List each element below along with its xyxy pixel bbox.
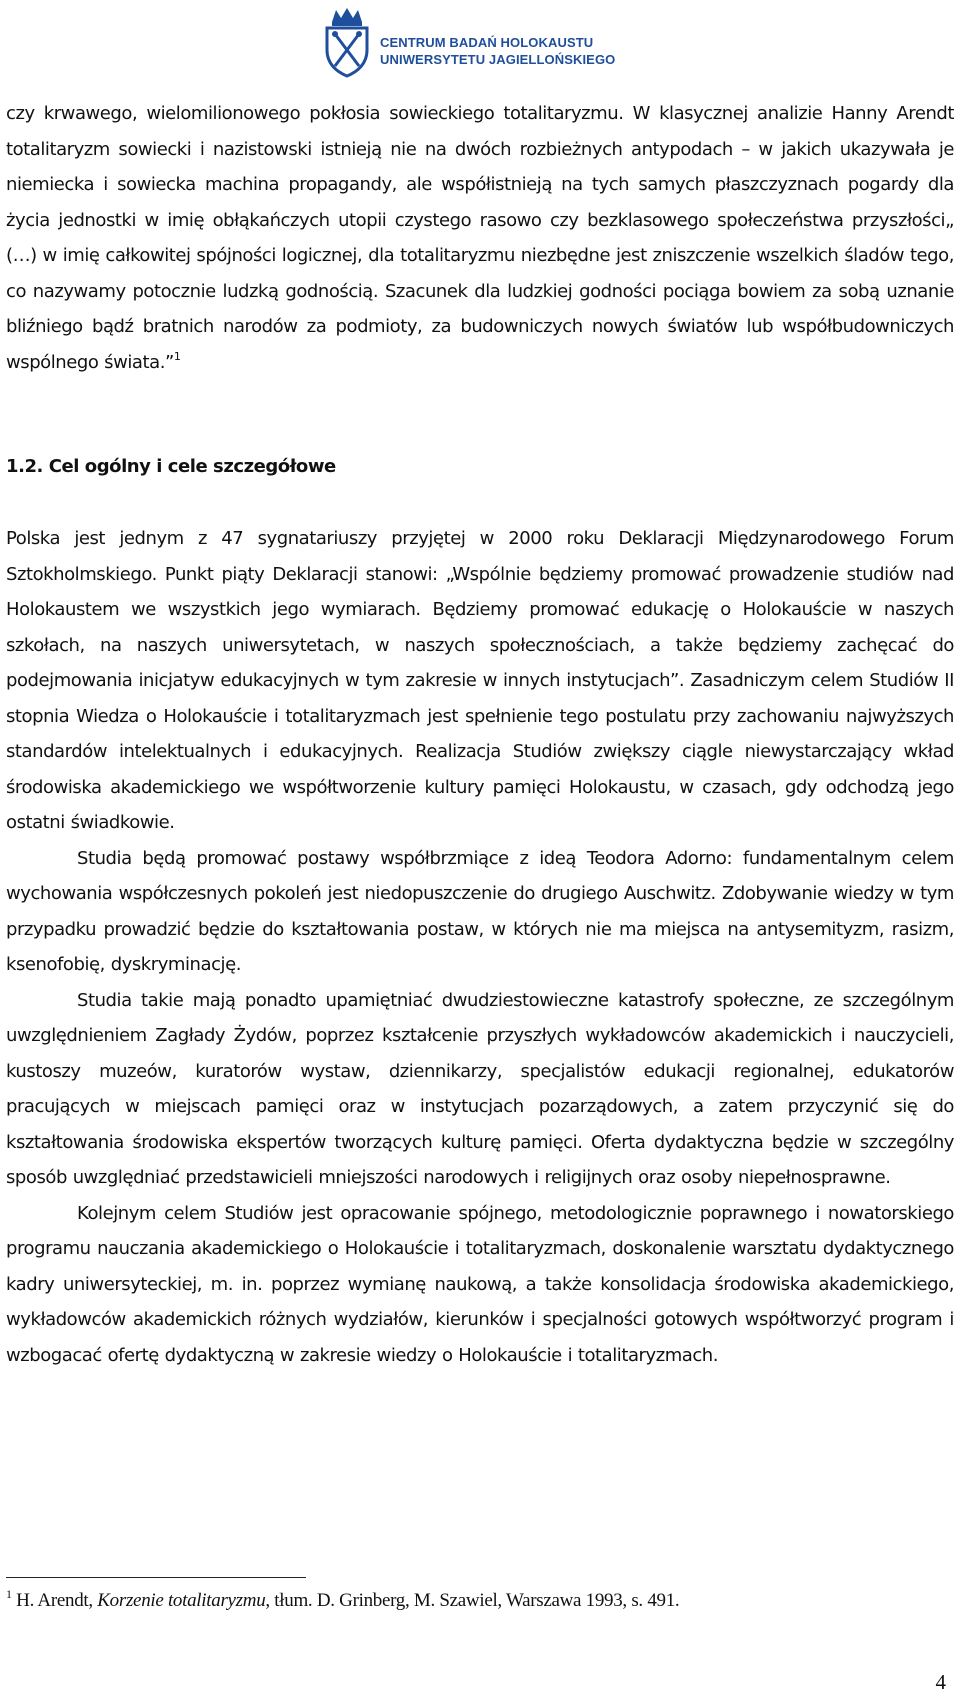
header-logo xyxy=(322,6,615,78)
section-paragraph-1: Polska jest jednym z 47 sygnatariuszy przyjętej w 2000 roku Deklaracji Międzynarodowego Forum Sztokholmskiego. Punkt piąty Deklaracji stanowi: „Wspólnie będziemy promować prowadzenie studiów nad Holokaustem we wszystkich jego wymiarach. Będziemy promować edukację o Holokauście w naszych szkołach, na naszych uniwersytetach, w naszych społecznościach, a także będziemy zachęcać do podejmowania inicjatyw edukacyjnych w tym zakresie w innych instytucjach”. Zasadniczym celem Studiów II stopnia Wiedza o Holokauście i totalitaryzmach jest spełnienie tego postulatu przy zachowaniu najwyższych standardów intelektualnych i edukacyjnych. Realizacja Studiów zwiększy ciągle niewystarczający wkład środowiska akademickiego we współtworzenie kultury pamięci Holokaustu, w czasach, gdy odchodzą jego ostatni świadkowie. xyxy=(6,528,954,833)
section-paragraph-3: Studia takie mają ponadto upamiętniać dwudziestowieczne katastrofy społeczne, ze szczególnym uwzględnieniem Zagłady Żydów, poprzez kształcenie przyszłych wykładowców akademickich i nauczycieli, kustoszy muzeów, kuratorów wystaw, dziennikarzy, specjalistów edukacji regionalnej, edukatorów pracujących w miejscach pamięci oraz w instytucjach pozarządowych, a zatem przyczynić się do kształtowania środowiska ekspertów tworzących kulturę pamięci. Oferta dydaktyczna będzie w szczególny sposób uwzględniać przedstawicieli mniejszości narodowych i religijnych oraz osoby niepełnosprawne. xyxy=(6,989,954,1188)
footnote-author: H. Arendt, xyxy=(16,1590,93,1611)
intro-paragraph xyxy=(6,96,954,380)
section-paragraph-4: Kolejnym celem Studiów jest opracowanie spójnego, metodologicznie poprawnego i nowatorskiego programu nauczania akademickiego o Holokauście i totalitaryzmach, doskonalenie warsztatu dydaktycznego kadry uniwersyteckiej, m. in. poprzez wymianę naukową, a także konsolidacja środowiska akademickiego, wykładowców akademickich różnych wydziałów, kierunków i specjalności gotowych współtworzyć program i wzbogacać ofertę dydaktyczną w zakresie wiedzy o Holokauście i totalitaryzmach. xyxy=(6,1202,954,1366)
footnote xyxy=(6,1587,680,1612)
section-paragraph-2: Studia będą promować postawy współbrzmiące z ideą Teodora Adorno: fundamentalnym celem wychowania współczesnych pokoleń jest niedopuszczenie do drugiego Auschwitz. Zdobywanie wiedzy w tym przypadku prowadzić będzie do kształtowania postaw, w których nie ma miejsca na antysemityzm, rasizm, ksenofobię, dyskryminację. xyxy=(6,847,954,975)
logo-text xyxy=(380,34,615,68)
footnote-marker: 1 xyxy=(6,1587,12,1601)
section-body xyxy=(6,521,954,1373)
page-number: 4 xyxy=(935,1670,946,1694)
logo-line2: UNIWERSYTETU JAGIELLOŃSKIEGO xyxy=(380,52,616,67)
footnote-rest: , tłum. D. Grinberg, M. Szawiel, Warszawa 1993, s. 491. xyxy=(265,1590,680,1611)
intro-paragraph-text: czy krwawego, wielomilionowego pokłosia sowieckiego totalitaryzmu. W klasycznej analizie Hanny Arendt totalitaryzm sowiecki i nazistowski istnieją nie na dwóch rozbieżnych antypodach – w jakich ukazywała je niemiecka i sowiecka machina propagandy, ale współistnieją na tych samych płaszczyznach pogardy dla życia jednostki w imię obłąkańczych utopii czystego rasowo czy bezklasowego społeczeństwa przyszłości„ (…) w imię całkowitej spójności logicznej, dla totalitaryzmu niezbędne jest zniszczenie wszelkich śladów tego, co nazywamy potocznie ludzką godnością. Szacunek dla ludzkiej godności pociąga bowiem za sobą uznanie bliźniego bądź bratnich narodów za podmioty, za budowniczych nowych światów lub współbudowniczych wspólnego świata.” xyxy=(6,103,954,373)
footnote-divider xyxy=(6,1577,306,1578)
logo-line1: CENTRUM BADAŃ HOLOKAUSTU xyxy=(380,35,594,50)
footnote-reference[interactable]: 1 xyxy=(173,349,181,363)
section-heading: 1.2. Cel ogólny i cele szczegółowe xyxy=(6,456,336,477)
university-crest-icon xyxy=(322,6,372,78)
intro-text-block xyxy=(6,96,954,380)
footnote-title: Korzenie totalitaryzmu xyxy=(97,1590,266,1611)
